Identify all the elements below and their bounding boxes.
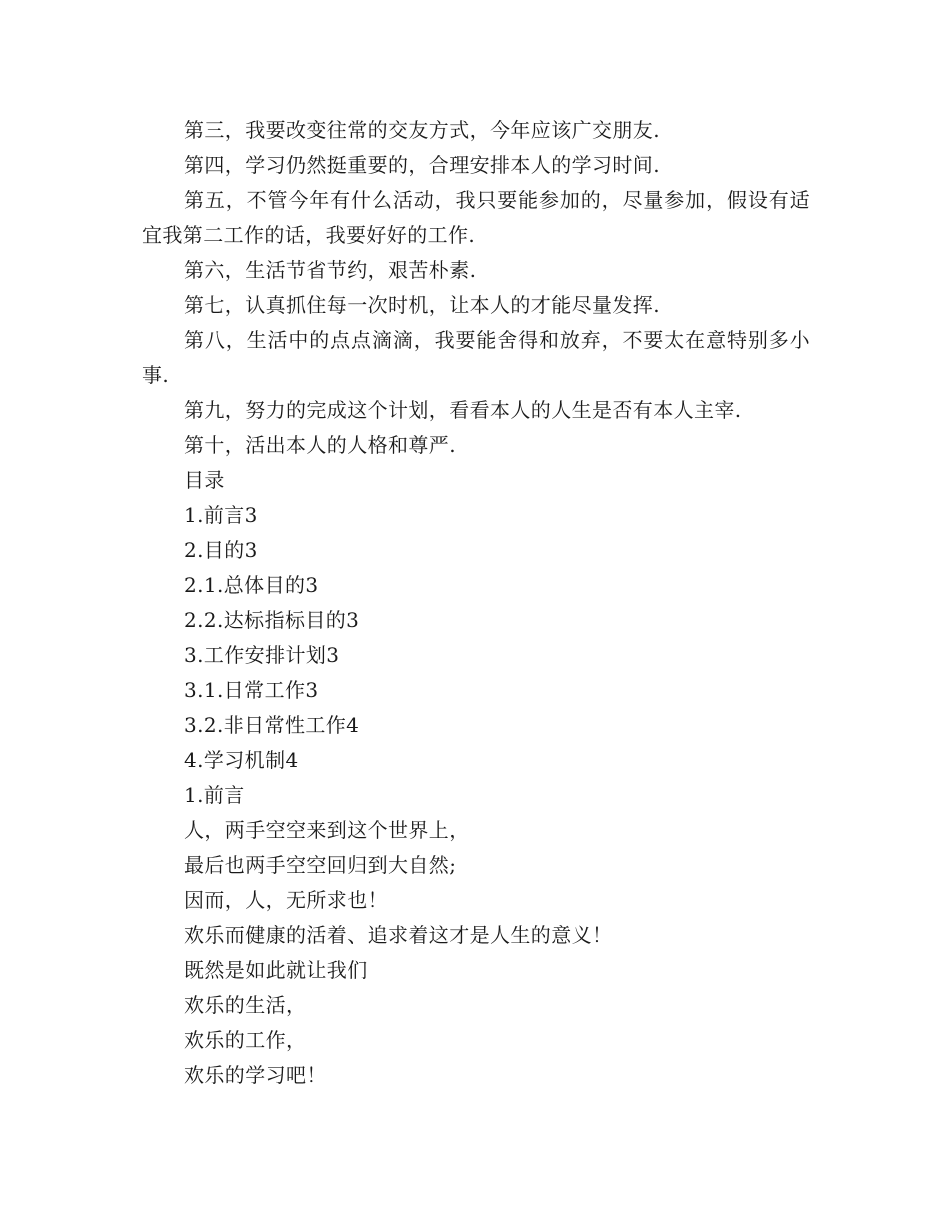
toc-item: 1.前言3: [184, 503, 258, 527]
document-body: [142, 113, 810, 1093]
paragraph-plan-3: 第三，我要改变往常的交友方式，今年应该广交朋友.: [184, 118, 660, 142]
preface-line: 因而，人，无所求也！: [184, 888, 388, 912]
preface-line: 欢乐的工作，: [184, 1028, 307, 1052]
paragraph-plan-6: 第六，生活节省节约，艰苦朴素.: [184, 258, 477, 282]
preface-line: 欢乐的学习吧！: [184, 1063, 327, 1087]
paragraph-plan-5: 第五，不管今年有什么活动，我只要能参加的，尽量参加，假设有适宜我第二工作的话，我要好好的工作.: [142, 188, 810, 247]
section-heading-preface: 1.前言: [184, 783, 245, 807]
toc-item: 2.2.达标指标目的3: [184, 608, 360, 632]
paragraph-plan-7: 第七，认真抓住每一次时机，让本人的才能尽量发挥.: [184, 293, 660, 317]
toc-item: 3.2.非日常性工作4: [184, 713, 360, 737]
preface-line: 最后也两手空空回归到大自然;: [184, 853, 457, 877]
preface-line: 欢乐而健康的活着、追求着这才是人生的意义！: [184, 923, 613, 947]
paragraph-plan-4: 第四，学习仍然挺重要的，合理安排本人的学习时间.: [184, 153, 660, 177]
toc-item: 2.目的3: [184, 538, 258, 562]
preface-line: 人，两手空空来到这个世界上，: [184, 818, 470, 842]
paragraph-plan-10: 第十，活出本人的人格和尊严.: [184, 433, 456, 457]
toc-item: 3.1.日常工作3: [184, 678, 319, 702]
toc-item: 2.1.总体目的3: [184, 573, 319, 597]
paragraph-plan-9: 第九，努力的完成这个计划，看看本人的人生是否有本人主宰.: [184, 398, 742, 422]
preface-line: 既然是如此就让我们: [184, 958, 368, 982]
toc-item: 4.学习机制4: [184, 748, 299, 772]
paragraph-plan-8: 第八，生活中的点点滴滴，我要能舍得和放弃，不要太在意特别多小事.: [142, 328, 810, 387]
preface-line: 欢乐的生活，: [184, 993, 307, 1017]
toc-item: 3.工作安排计划3: [184, 643, 340, 667]
toc-heading: 目录: [184, 468, 225, 492]
